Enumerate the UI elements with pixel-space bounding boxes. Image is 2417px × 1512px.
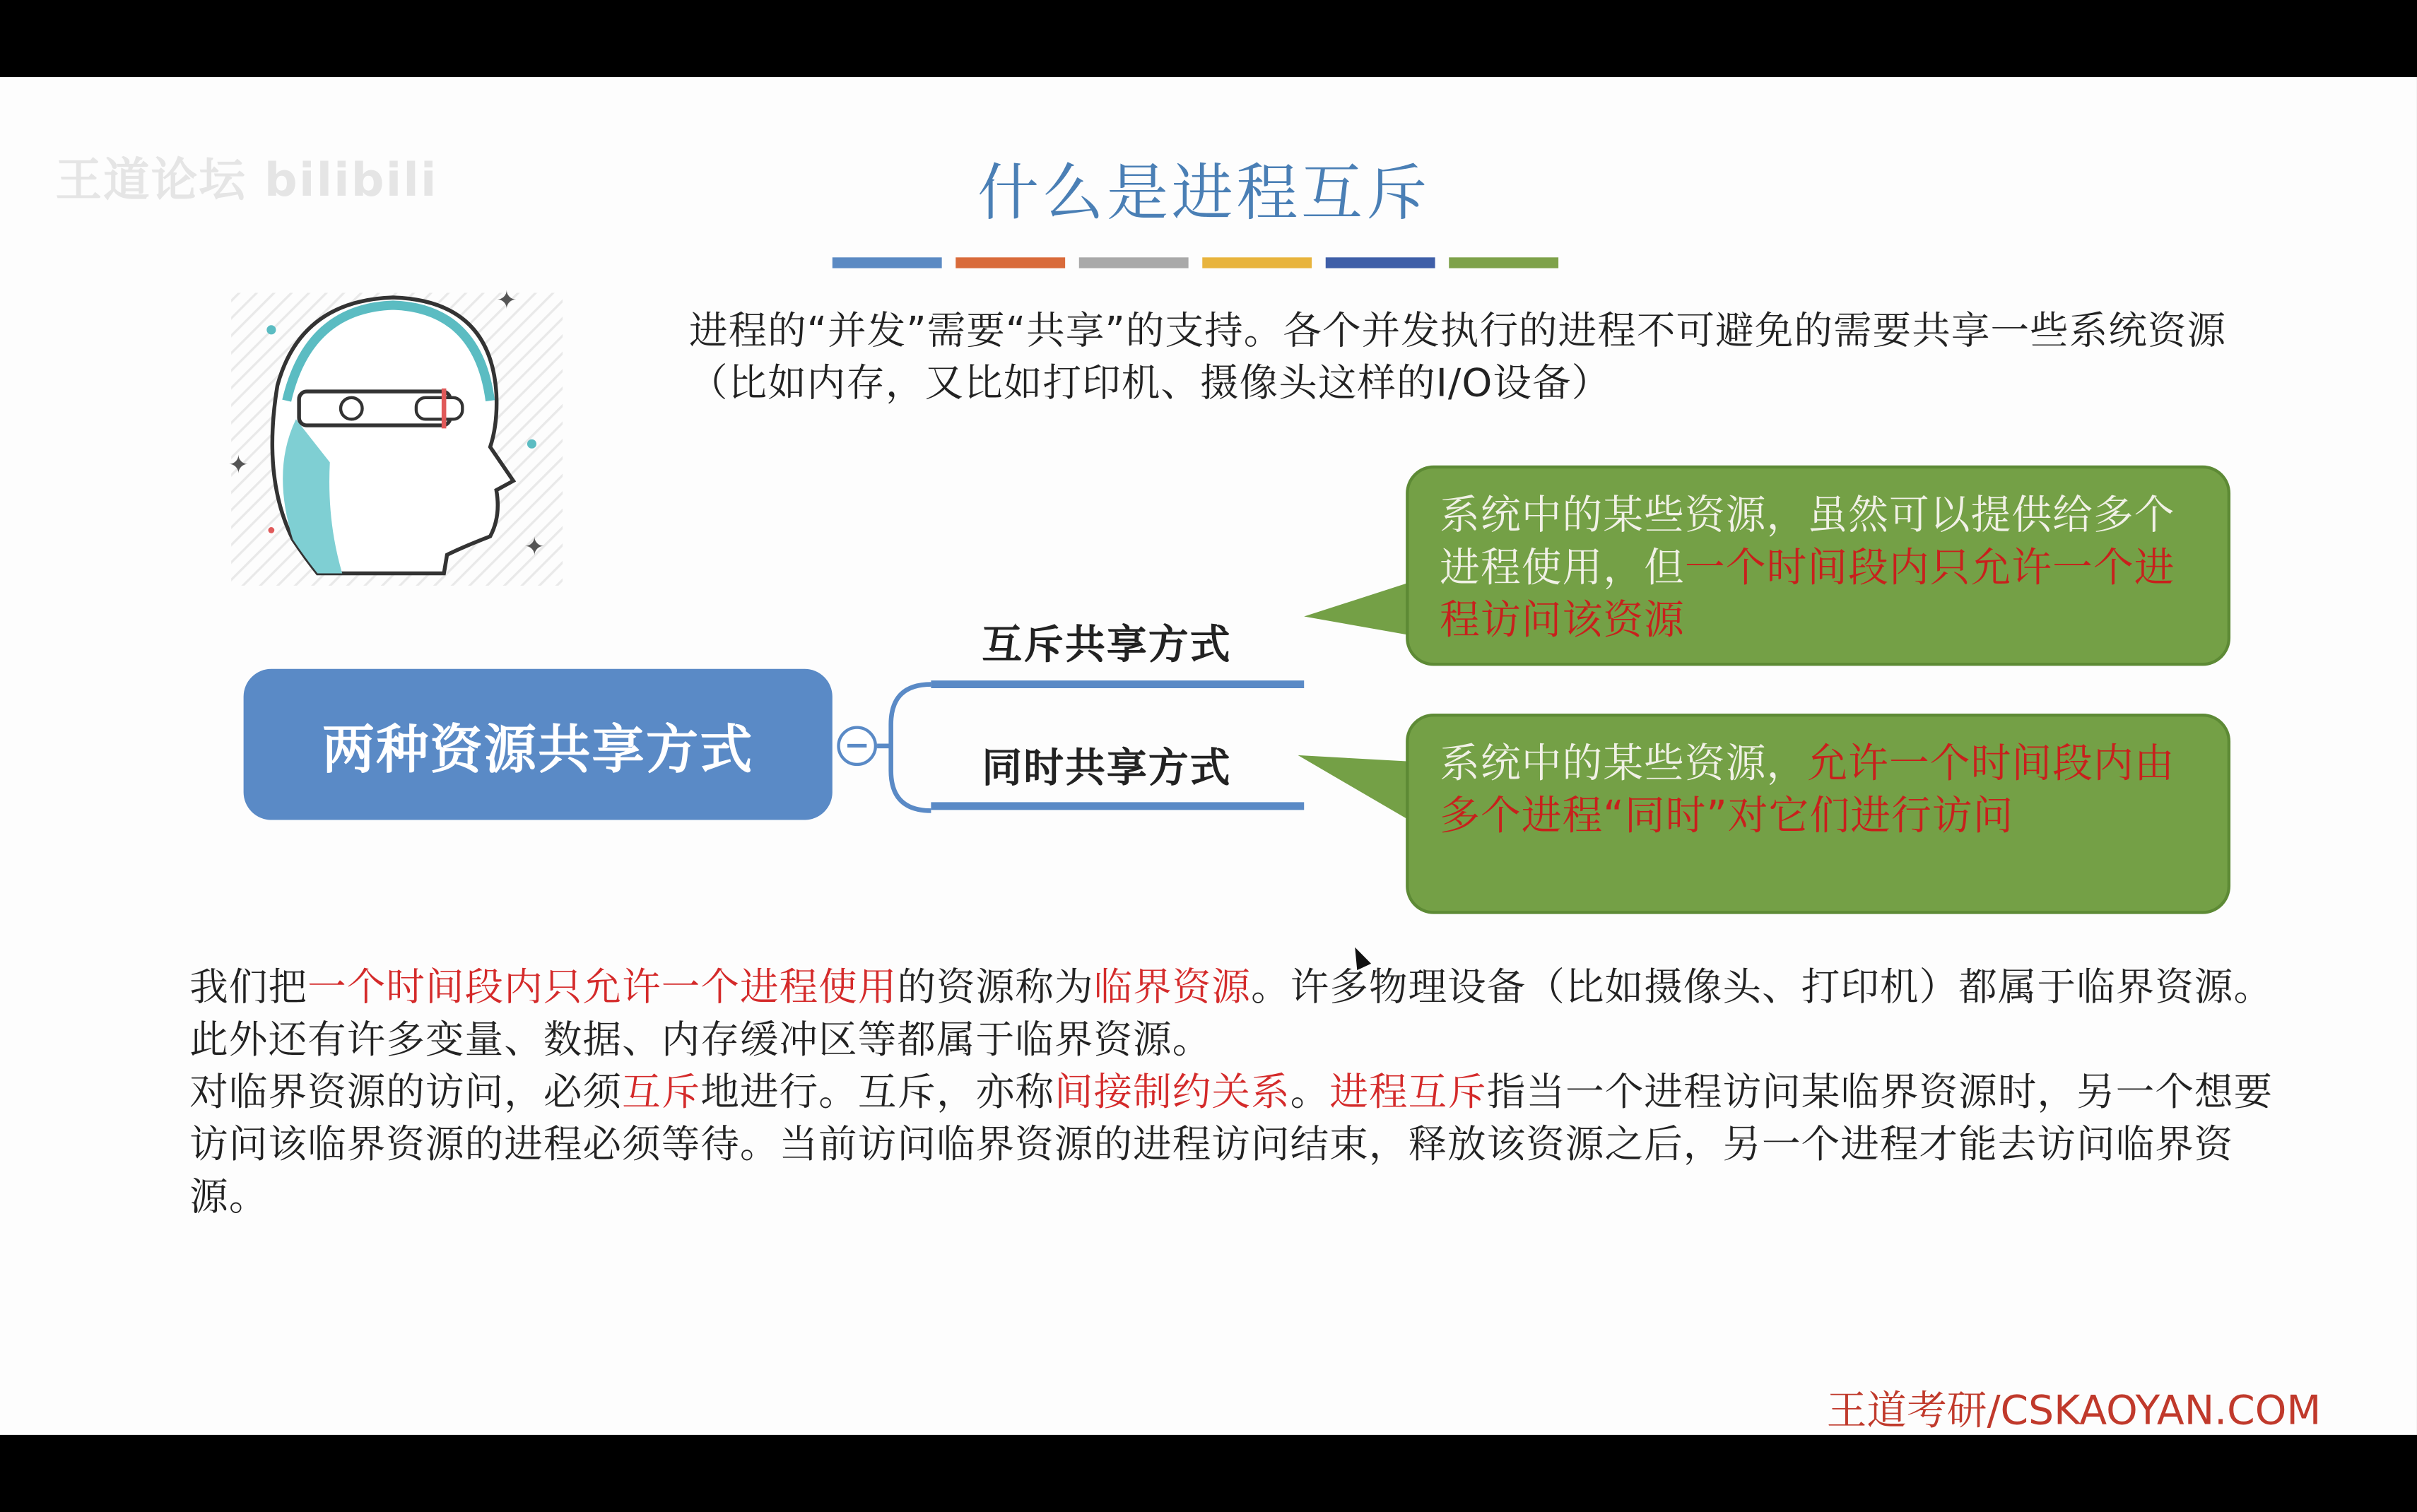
svg-text:✦: ✦ [496, 286, 517, 315]
head-illustration [228, 286, 563, 586]
body-text: 。许多物理设备（比如摄像头、打印机）都属于临界资源。此外还有许多变量、数据、内存缓冲区等都属于临界资源。 [189, 964, 2274, 1062]
callout-highlight: 一个时间段内只允许一个进程访问该资源 [1440, 545, 2175, 644]
branch-label-mutex: 互斥共享方式 [982, 622, 1232, 669]
body-highlight: 临界资源 [1093, 964, 1252, 1010]
body-text: 。 [1290, 1069, 1330, 1115]
body-highlight: 间接制约关系 [1054, 1069, 1290, 1115]
body-paragraph [189, 962, 2301, 1224]
body-text: 的资源称为 [897, 964, 1094, 1010]
body-text: 我们把 [189, 964, 308, 1010]
slide-title: 什么是进程互斥 [977, 158, 1431, 230]
body-text: 对临界资源的访问，必须 [189, 1069, 623, 1115]
body-text: 指当一个进程访问某临界资源时，另一个想要访问该临界资源的进程必须等待。当前访问临界资源的进程访问结束，释放该资源之后，另一个进程才能去访问临界资源。 [189, 1069, 2274, 1219]
callout-highlight: 允许一个时间段内由多个进程“同时”对它们进行访问 [1440, 741, 2175, 840]
body-highlight: 进程互斥 [1329, 1069, 1487, 1115]
body-line-critical-resource [189, 962, 2301, 1066]
svg-text:✦: ✦ [524, 533, 545, 562]
callout-mutex [1406, 466, 2230, 666]
branch-label-simultaneous: 同时共享方式 [982, 745, 1232, 793]
mindmap-central-node: 两种资源共享方式 [244, 669, 833, 820]
presentation-slide [0, 77, 2417, 1435]
intro-paragraph: 进程的“并发”需要“共享”的支持。各个并发执行的进程不可避免的需要共享一些系统资源（比如内存，又比如打印机、摄像头这样的I/O设备） [688, 308, 2227, 406]
body-highlight: 互斥 [622, 1069, 701, 1115]
collapse-toggle-icon[interactable]: − [837, 726, 877, 766]
body-line-mutex [189, 1067, 2301, 1224]
watermark: 王道论坛 bilibili [55, 154, 438, 208]
body-highlight: 一个时间段内只允许一个进程使用 [307, 964, 898, 1010]
body-text: 地进行。互斥，亦称 [700, 1069, 1054, 1115]
callout-simultaneous [1406, 714, 2230, 914]
callout-text: 系统中的某些资源，虽然可以提供给多个进程使用，但 [1440, 493, 2175, 592]
footer-brand: 王道考研/CSKAOYAN.COM [1826, 1388, 2322, 1435]
callout-text: 系统中的某些资源， [1440, 741, 1808, 788]
svg-text:✦: ✦ [228, 451, 249, 480]
